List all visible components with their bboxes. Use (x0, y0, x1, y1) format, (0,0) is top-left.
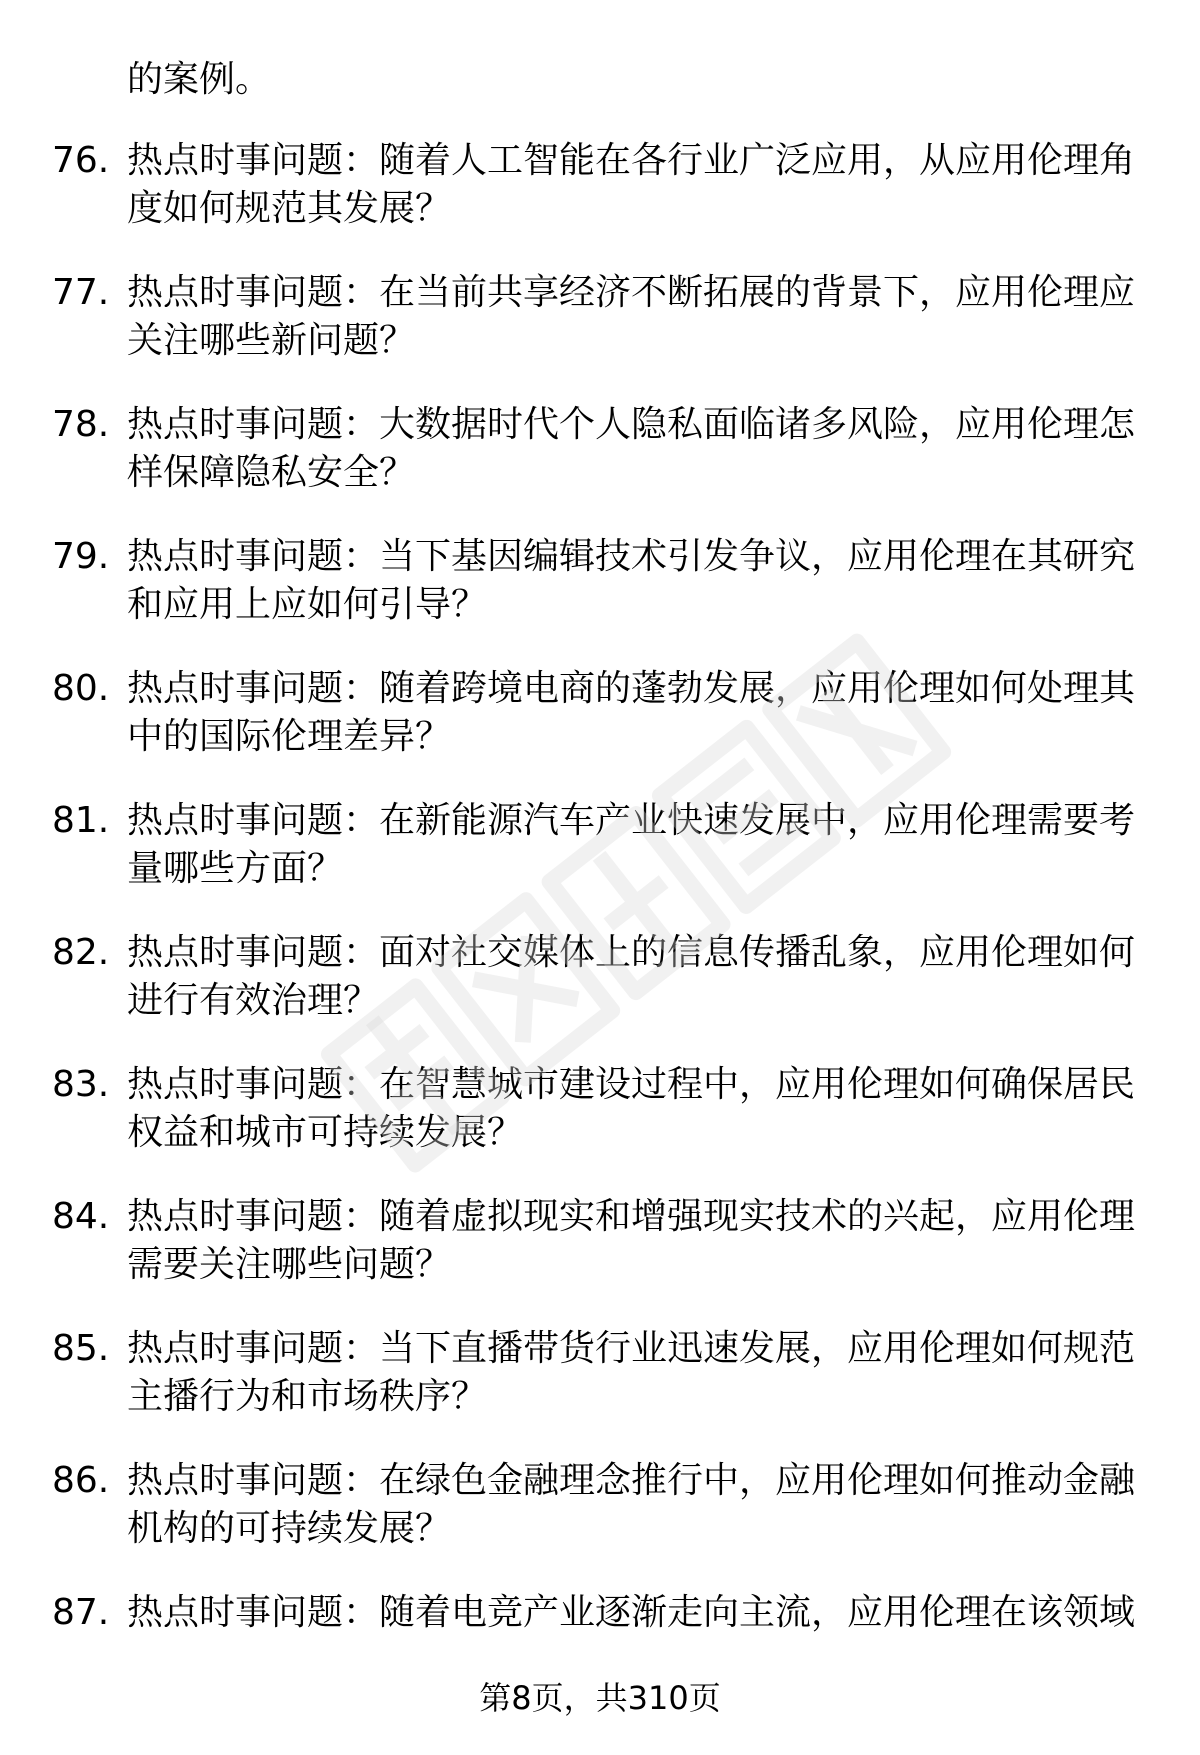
list-item (0, 533, 1200, 665)
item-text-line-1: 热点时事问题：面对社交媒体上的信息传播乱象，应用伦理如何 (127, 932, 1136, 973)
item-text-line-1: 热点时事问题：当下基因编辑技术引发争议，应用伦理在其研究 (127, 536, 1136, 577)
item-text-line-2: 机构的可持续发展？ (127, 1508, 452, 1549)
item-number: 79. (52, 536, 110, 577)
list-item (0, 929, 1200, 1061)
list-item (0, 1325, 1200, 1457)
item-number: 80. (52, 668, 110, 709)
item-number: 82. (52, 932, 110, 973)
item-text-line-1: 热点时事问题：随着电竞产业逐渐走向主流，应用伦理在该领域 (127, 1592, 1136, 1633)
item-number: 87. (52, 1592, 110, 1633)
item-text-line-2: 权益和城市可持续发展？ (127, 1112, 524, 1153)
list-item (0, 665, 1200, 797)
item-number: 86. (52, 1460, 110, 1501)
item-text-line-1: 热点时事问题：随着跨境电商的蓬勃发展，应用伦理如何处理其 (127, 668, 1136, 709)
item-text-line-2: 中的国际伦理差异？ (127, 716, 452, 757)
list-item (0, 797, 1200, 929)
item-text-line-2: 关注哪些新问题？ (127, 320, 416, 361)
item-text-line-2: 进行有效治理？ (127, 980, 380, 1021)
list-item (0, 269, 1200, 401)
item-text-line-1: 热点时事问题：在绿色金融理念推行中，应用伦理如何推动金融 (127, 1460, 1136, 1501)
item-number: 85. (52, 1328, 110, 1369)
item-number: 83. (52, 1064, 110, 1105)
item-text-line-2: 和应用上应如何引导？ (127, 584, 488, 625)
list-item (0, 1193, 1200, 1325)
item-text-line-2: 度如何规范其发展？ (127, 188, 452, 229)
item-number: 77. (52, 272, 110, 313)
item-text-line-2: 主播行为和市场秩序？ (127, 1376, 488, 1417)
item-text-line-1: 热点时事问题：随着人工智能在各行业广泛应用，从应用伦理角 (127, 140, 1136, 181)
list-item (0, 1061, 1200, 1193)
item-text-line-2: 量哪些方面？ (127, 848, 344, 889)
item-text-line-1: 热点时事问题：在新能源汽车产业快速发展中，应用伦理需要考 (127, 800, 1136, 841)
item-text-line-2: 样保障隐私安全？ (127, 452, 416, 493)
item-text-line-1: 热点时事问题：在智慧城市建设过程中，应用伦理如何确保居民 (127, 1064, 1136, 1105)
item-number: 78. (52, 404, 110, 445)
item-text-line-1: 热点时事问题：在当前共享经济不断拓展的背景下，应用伦理应 (127, 272, 1136, 313)
continuation-text: 的案例。 (127, 59, 272, 100)
page-footer: 第8页，共310页 (479, 1679, 721, 1717)
list-item (0, 401, 1200, 533)
item-number: 76. (52, 140, 110, 181)
list-item (0, 1457, 1200, 1589)
item-number: 84. (52, 1196, 110, 1237)
item-text-line-1: 热点时事问题：当下直播带货行业迅速发展，应用伦理如何规范 (127, 1328, 1136, 1369)
list-item (0, 137, 1200, 269)
item-text-line-1: 热点时事问题：大数据时代个人隐私面临诸多风险，应用伦理怎 (127, 404, 1136, 445)
item-text-line-1: 热点时事问题：随着虚拟现实和增强现实技术的兴起，应用伦理 (127, 1196, 1136, 1237)
item-number: 81. (52, 800, 110, 841)
list-item (0, 1589, 1200, 1649)
item-text-line-2: 需要关注哪些问题？ (127, 1244, 452, 1285)
